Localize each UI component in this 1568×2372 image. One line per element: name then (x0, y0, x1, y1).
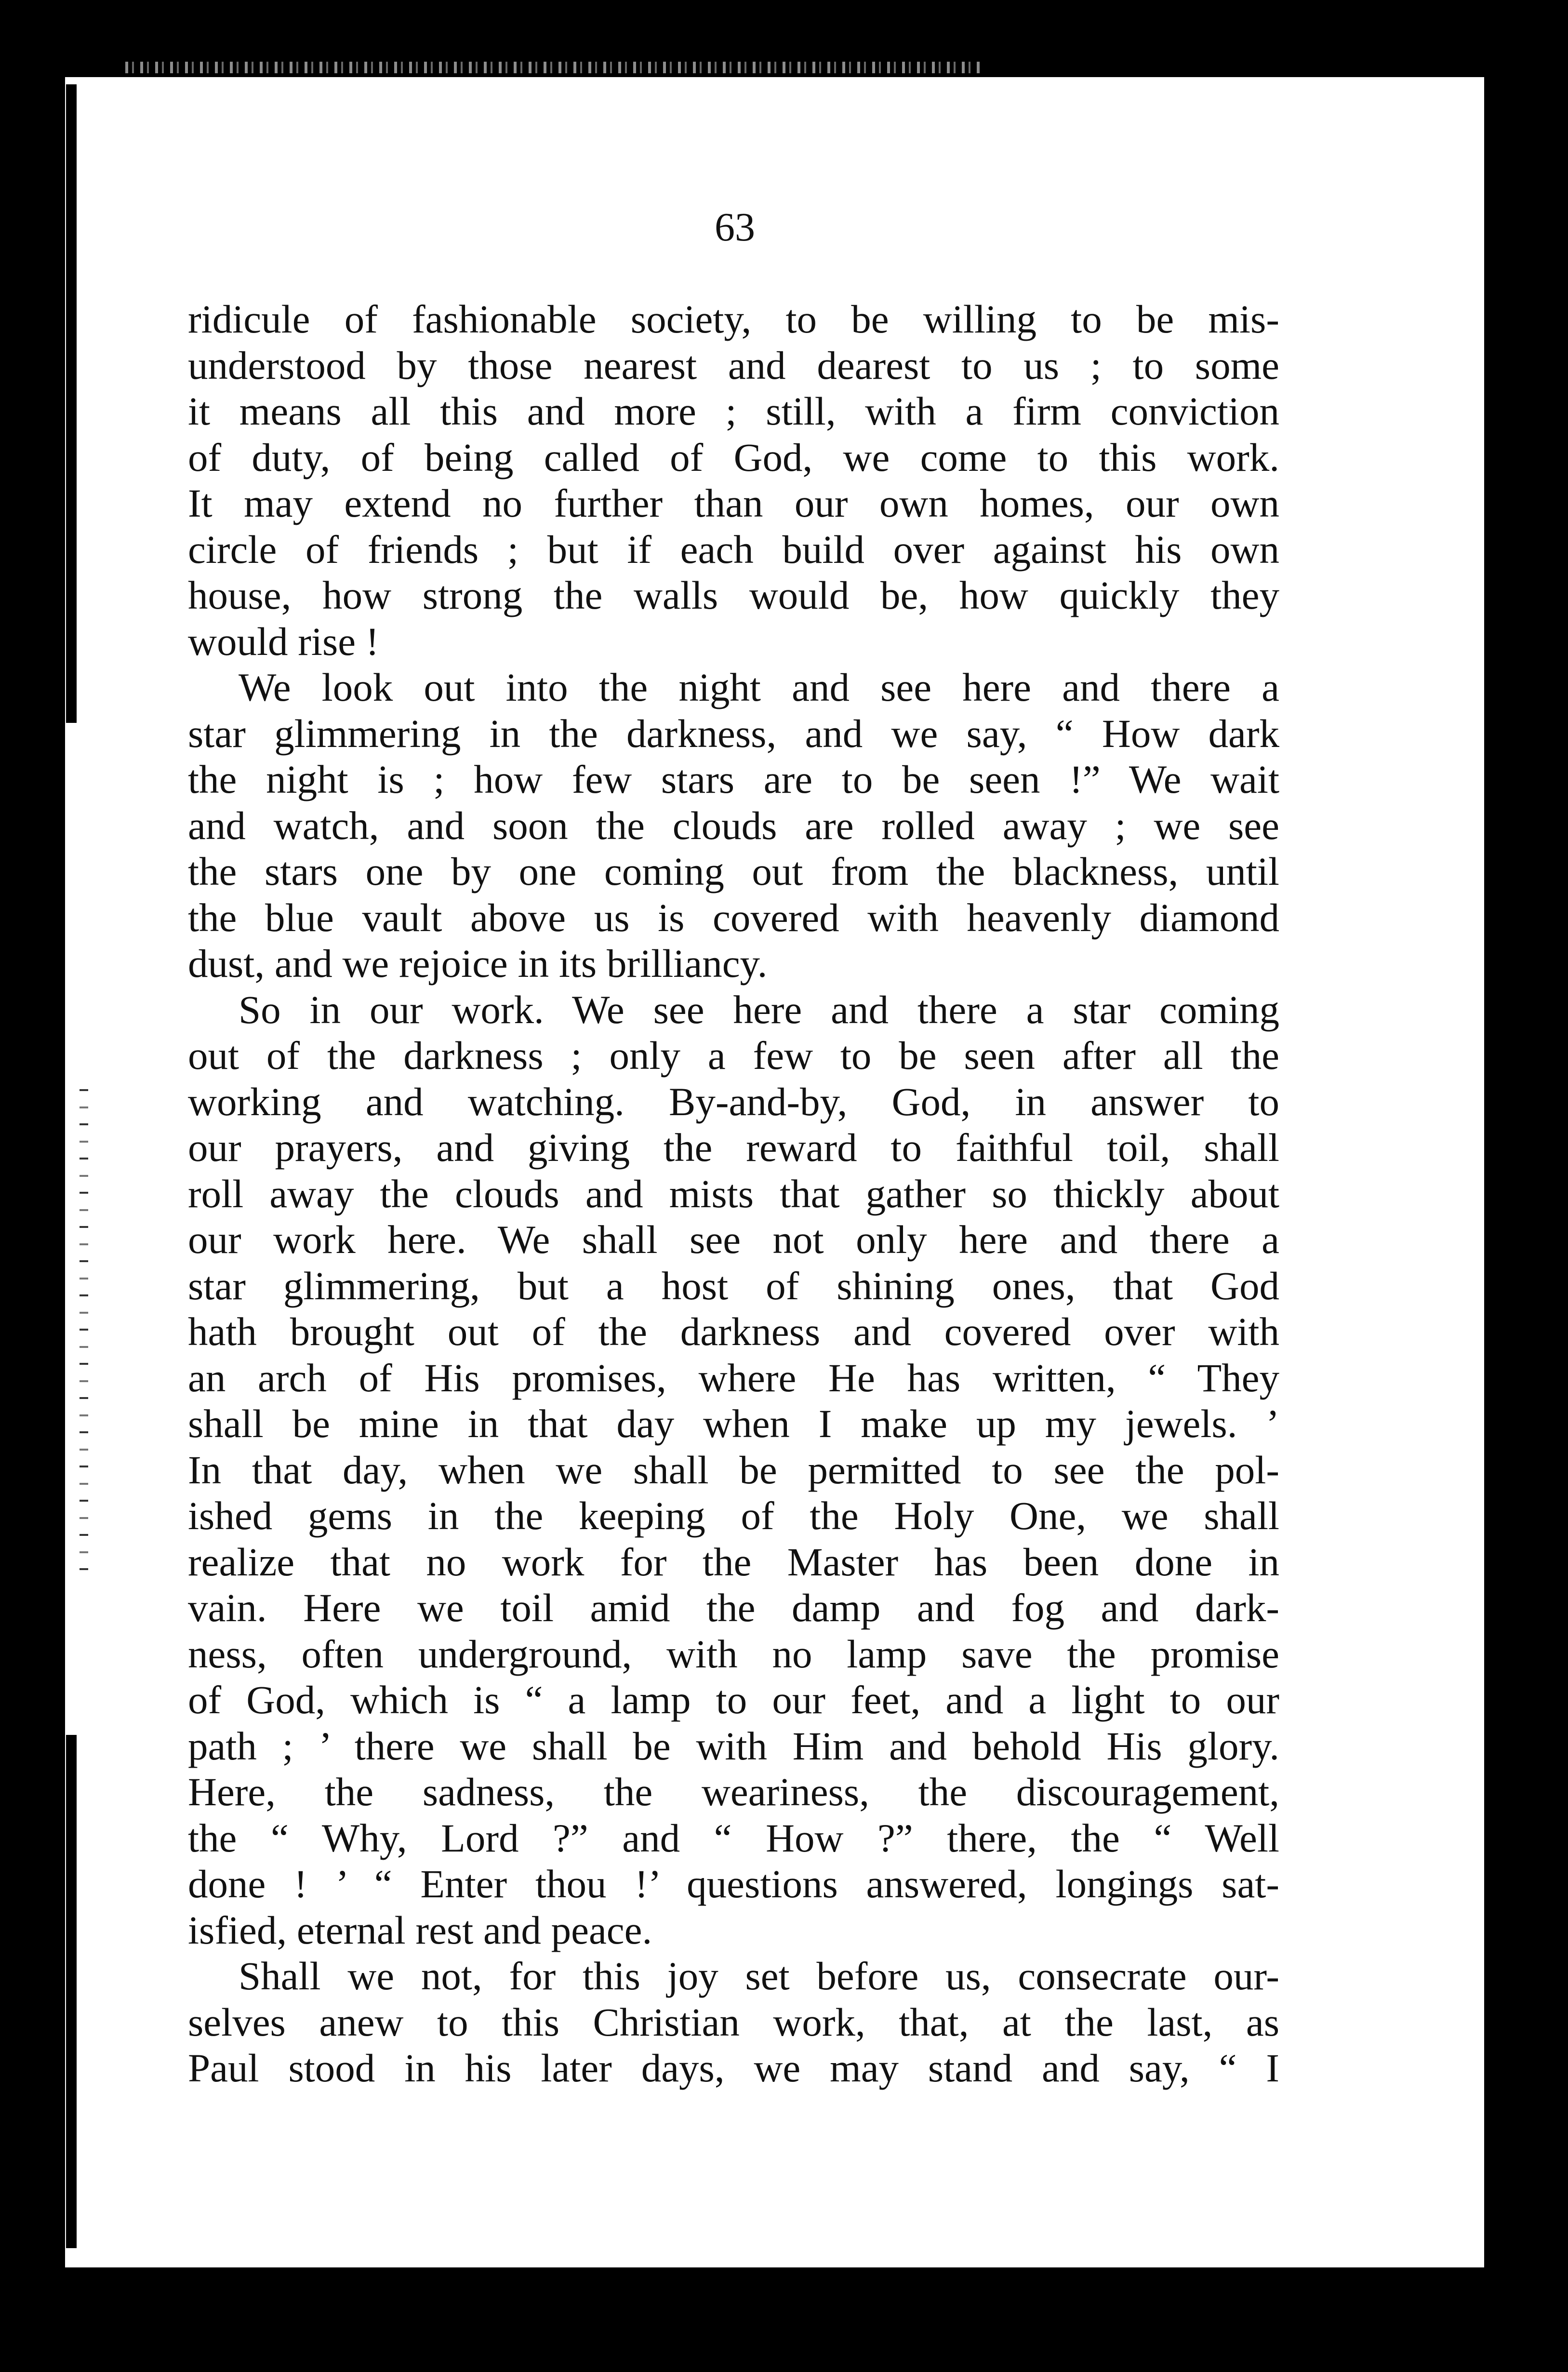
text-line: selves anew to this Christian work, that, at the last, as (188, 1999, 1279, 2044)
text-line: understood by those nearest and dearest to us ; to some (188, 343, 1279, 387)
text-line: So in our work. We see here and there a star coming (239, 987, 1279, 1032)
text-line: Here, the sadness, the weariness, the discouragement, (188, 1770, 1279, 1814)
text-line: vain. Here we toil amid the damp and fog and dark- (188, 1586, 1279, 1630)
text-line: an arch of His promises, where He has written, “ They (188, 1355, 1279, 1400)
text-line: star glimmering in the darkness, and we say, “ How dark (188, 711, 1279, 756)
text-line: working and watching. By-and-by, God, in answer to (188, 1079, 1279, 1124)
text-line: ished gems in the keeping of the Holy One, we shall (188, 1493, 1279, 1538)
text-line: it means all this and more ; still, with a firm conviction (188, 389, 1279, 433)
text-line: the night is ; how few stars are to be seen !” We wait (188, 757, 1279, 801)
text-line: path ; ’ there we shall be with Him and behold His glory. (188, 1723, 1279, 1768)
body-text (188, 296, 1279, 2092)
text-line: circle of friends ; but if each build over against his own (188, 527, 1279, 572)
text-line: We look out into the night and see here and there a (239, 665, 1279, 709)
text-line: the stars one by one coming out from the blackness, until (188, 849, 1279, 893)
text-line: done ! ’ “ Enter thou !’ questions answered, longings sat- (188, 1862, 1279, 1906)
text-line: shall be mine in that day when I make up my jewels. ’ (188, 1401, 1279, 1446)
scan-noise-top (125, 62, 983, 73)
text-line: ridicule of fashionable society, to be willing to be mis- (188, 297, 1279, 341)
text-line: Shall we not, for this joy set before us, consecrate our- (239, 1954, 1279, 1998)
left-margin-marks (80, 1089, 88, 1581)
left-border-gap (66, 723, 77, 1735)
text-line: It may extend no further than our own homes, our own (188, 481, 1279, 525)
text-line: roll away the clouds and mists that gather so thickly about (188, 1171, 1279, 1216)
text-line: out of the darkness ; only a few to be seen after all the (188, 1033, 1279, 1078)
text-line: our work here. We shall see not only here and there a (188, 1217, 1279, 1262)
text-line: Paul stood in his later days, we may stand and say, “ I (188, 2046, 1279, 2090)
text-line: In that day, when we shall be permitted to see the pol- (188, 1447, 1279, 1492)
text-line: ness, often underground, with no lamp save the promise (188, 1631, 1279, 1676)
text-line: isfied, eternal rest and peace. (188, 1907, 652, 1952)
text-line: house, how strong the walls would be, how quickly they (188, 573, 1279, 617)
text-line: the “ Why, Lord ?” and “ How ?” there, the “ Well (188, 1815, 1279, 1860)
text-line: realize that no work for the Master has been done in (188, 1539, 1279, 1584)
text-line: the blue vault above us is covered with heavenly diamond (188, 895, 1279, 940)
text-line: hath brought out of the darkness and covered over with (188, 1309, 1279, 1354)
text-line: star glimmering, but a host of shining ones, that God (188, 1263, 1279, 1308)
page-number: 63 (715, 205, 755, 250)
text-line: of duty, of being called of God, we come to this work. (188, 435, 1279, 480)
text-line: would rise ! (188, 619, 379, 664)
text-line: our prayers, and giving the reward to faithful toil, shall (188, 1125, 1279, 1170)
text-line: of God, which is “ a lamp to our feet, and a light to our (188, 1678, 1279, 1722)
text-line: and watch, and soon the clouds are rolled away ; we see (188, 803, 1279, 848)
text-line: dust, and we rejoice in its brilliancy. (188, 941, 768, 986)
